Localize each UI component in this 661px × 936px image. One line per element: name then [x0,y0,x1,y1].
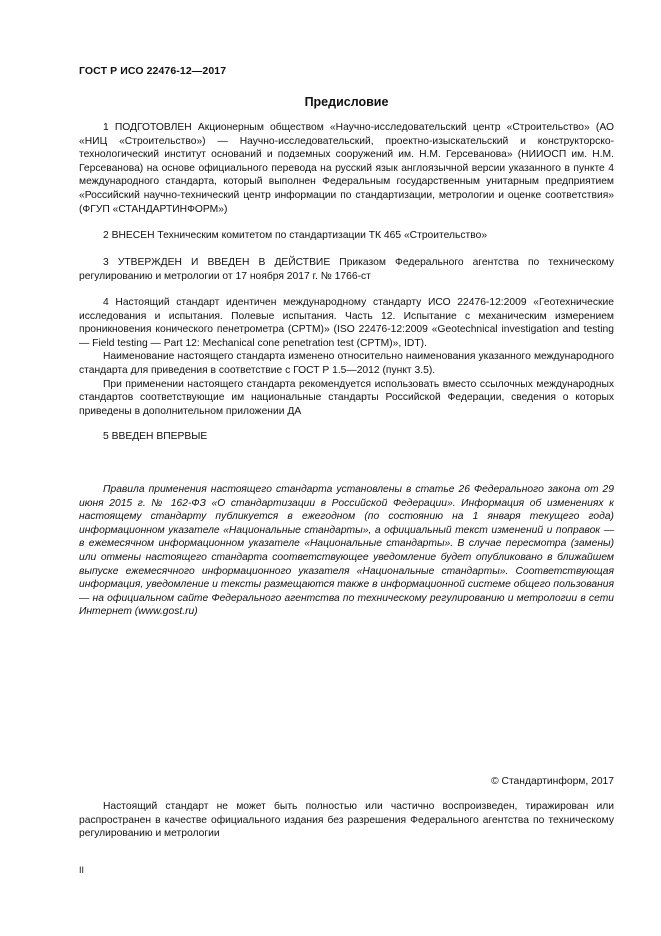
item-5 [79,430,614,444]
item-4-paragraph-3: При применении настоящего стандарта рекомендуется использовать вместо ссылочных международных стандартов соответствующие им национальные стандарты Российской Федерации, сведения о которых приведены в дополнительном приложении ДА [79,378,614,417]
page-number: II [79,865,85,875]
copyright: © Стандартинформ, 2017 [491,776,614,787]
item-4-paragraph-2: Наименование настоящего стандарта изменено относительно наименования указанного международного стандарта для приведения в соответствие с ГОСТ Р 1.5—2012 (пункт 3.5). [79,351,614,376]
reproduction-notice-text: Настоящий стандарт не может быть полностью или частично воспроизведен, тиражирован или распространен в качестве официального издания без разрешения Федерального агентства по техническому регулированию и метрологии [79,801,614,840]
item-3-text: 3 УТВЕРЖДЕН И ВВЕДЕН В ДЕЙСТВИЕ Приказом Федерального агентства по техническому регулированию и метрологии от 17 ноября 2017 г. № 1766-ст [79,257,614,282]
item-2-text: 2 ВНЕСЕН Техническим комитетом по стандартизации ТК 465 «Строительство» [103,230,488,241]
reproduction-notice [79,800,614,841]
item-1 [79,121,614,216]
page-title: Предисловие [304,95,389,109]
item-2 [79,229,614,243]
item-1-text: 1 ПОДГОТОВЛЕН Акционерным обществом «Научно-исследовательский центр «Строительство» (АО «НИЦ «Строительство») — Научно-исследовательский, проектно-изыскательский и конструкторско-технологический институт оснований и подземных сооружений им. Н.М. Герсеванова» (НИИОСП им. Н.М. Герсеванова) на основе официального перевода на русский язык англоязычной версии указанного в пункте 4 международного стандарта, который выполнен Федеральным государственным унитарным предприятием «Российский научно-технический центр информации по стандартизации, метрологии и оценке соответствия» (ФГУП «СТАНДАРТИНФОРМ») [79,122,614,215]
item-3 [79,256,614,283]
application-rules-text: Правила применения настоящего стандарта установлены в статье 26 Федерального закона от 29 июня 2015 г. № 162-ФЗ «О стандартизации в Российской Федерации». Информация об изменениях к настоящему стандарту публикуется в ежегодном (по состоянию на 1 января текущего года) информационном указателе «Национальные стандарты», а официальный текст изменений и поправок — в ежемесячном информационном указателе «Национальные стандарты». В случае пересмотра (замены) или отмены настоящего стандарта соответствующее уведомление будет опубликовано в ближайшем выпуске ежемесячного информационного указателя «Национальные стандарты». Соответствующая информация, уведомление и тексты размещаются также в информационной системе общего пользования — на официальном сайте Федерального агентства по техническому регулированию и метрологии в сети Интернет (www.gost.ru) [79,484,614,618]
item-4 [79,296,614,418]
item-5-text: 5 ВВЕДЕН ВПЕРВЫЕ [103,431,208,442]
application-rules-notice [79,483,614,619]
standard-header: ГОСТ Р ИСО 22476-12—2017 [79,65,227,77]
item-4-paragraph-1: 4 Настоящий стандарт идентичен международному стандарту ИСО 22476-12:2009 «Геотехнические исследования и испытания. Полевые испытания. Часть 12. Испытание с механическим измерением проникновения конического пенетрометра (CPTM)» (ISO 22476-12:2009 «Geotechnical investigation and testing — Field testing — Part 12: Mechanical cone penetration test (CPTM)», IDT). [79,297,614,349]
